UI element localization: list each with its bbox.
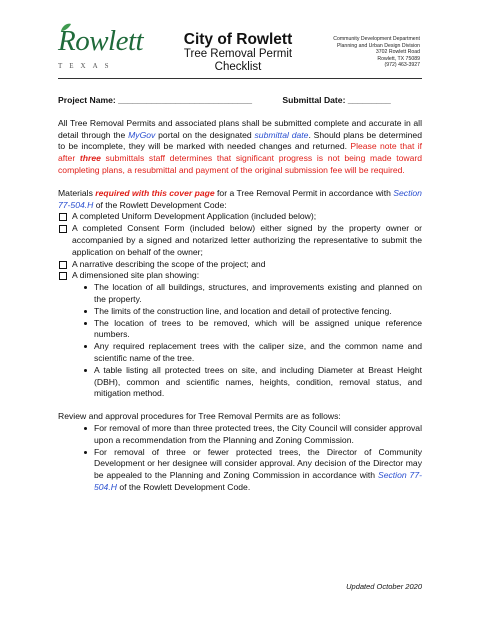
list-item: The location of trees to be removed, which will be assigned unique reference numbers. <box>83 318 422 342</box>
rowlett-logo <box>58 25 144 74</box>
intro-paragraph: All Tree Removal Permits and associated plans shall be submitted complete and accurate in all detail through the MyGov portal on the designated submittal date. Should plans be determined to be incomplete, they will be marked with needed changes and returned. Please note that if after three submittals staff determines that significant progress is not being made toward completing plans, a resubmittal and payment of the original submission fee will be required. <box>58 117 422 175</box>
document-body <box>58 95 422 494</box>
list-item: A table listing all protected trees on site, and including Diameter at Breast Height (DBH), common and scientific names, heights, condition, removal status, and mitigation method. <box>83 365 422 400</box>
site-plan-requirements <box>58 282 422 400</box>
submittal-date-field[interactable]: Submittal Date: _________ <box>282 95 391 105</box>
checkbox[interactable] <box>59 225 67 233</box>
header-divider <box>58 78 422 79</box>
contact-phone: (972) 463-3927 <box>384 62 420 69</box>
contact-address: 3702 Rowlett Road <box>375 49 420 56</box>
project-info-line <box>58 95 422 107</box>
checklist-item: A dimensioned site plan showing: The location of all buildings, structures, and improvements existing and planned on the property. The limits of the construction line, and location and detail of protective fencing. The location of trees to be removed, which will be assigned unique reference numbers. Any required replacement trees with the caliper size, and the common name and scientific name of the tree. A table listing all protected trees on site, and including Diameter at Breast Height (DBH), common and scientific names, heights, condition, removal status, and mitigation method. <box>58 270 422 400</box>
mygov-link[interactable]: MyGov <box>128 129 156 140</box>
list-item: The limits of the construction line, and location and detail of protective fencing. <box>83 306 422 318</box>
checklist-item: A narrative describing the scope of the project; and <box>58 259 422 271</box>
contact-division: Planning and Urban Design Division <box>336 42 420 49</box>
list-item: For removal of three or fewer protected trees, the Director of Community Development or her designee will consider approval. Any decision of the Director may be appealed to the Planning and Zoning Commission in accordance with Section 77-504.H of the Rowlett Development Code. <box>83 447 422 494</box>
updated-date: Updated October 2020 <box>346 582 422 591</box>
checklist-item: A completed Consent Form (included below) either signed by the property owner or accompanied by a signed and notarized letter authorizing the representative to submit the application on behalf of the owner; <box>58 223 422 258</box>
checklist-item: A completed Uniform Development Application (included below); <box>58 211 422 223</box>
checkbox[interactable] <box>59 261 67 269</box>
materials-intro: Materials required with this cover page for a Tree Removal Permit in accordance with Section 77-504.H of the Rowlett Development Code: <box>58 187 422 210</box>
review-procedures <box>58 423 422 494</box>
contact-block <box>333 36 420 69</box>
checkbox[interactable] <box>59 213 67 221</box>
list-item: Any required replacement trees with the caliper size, and the common name and scientific name of the tree. <box>83 341 422 365</box>
list-item: The location of all buildings, structures, and improvements existing and planned on the property. <box>83 282 422 306</box>
subtitle-checklist: Checklist <box>214 61 262 73</box>
page-title: City of Rowlett <box>183 31 293 48</box>
project-name-field[interactable]: Project Name: ____________________________ <box>58 95 253 105</box>
checkbox[interactable] <box>59 272 67 280</box>
list-item: For removal of more than three protected trees, the City Council will consider approval upon a recommendation from the Planning and Zoning Commission. <box>83 423 422 447</box>
logo-wordmark: Rowlett <box>58 25 144 57</box>
logo-state: TEXAS <box>58 62 116 70</box>
section-link[interactable]: Section 77-504.H <box>58 187 422 210</box>
contact-city: Rowlett, TX 75089 <box>377 55 420 62</box>
submittal-date-link[interactable]: submittal date <box>254 129 309 140</box>
section-link[interactable]: Section 77-504.H <box>94 470 422 492</box>
title-block <box>178 31 298 74</box>
subtitle-permit: Tree Removal Permit <box>183 48 293 60</box>
contact-department: Community Development Department <box>333 36 420 42</box>
materials-checklist <box>58 211 422 400</box>
review-intro: Review and approval procedures for Tree Removal Permits are as follows: <box>58 411 341 422</box>
